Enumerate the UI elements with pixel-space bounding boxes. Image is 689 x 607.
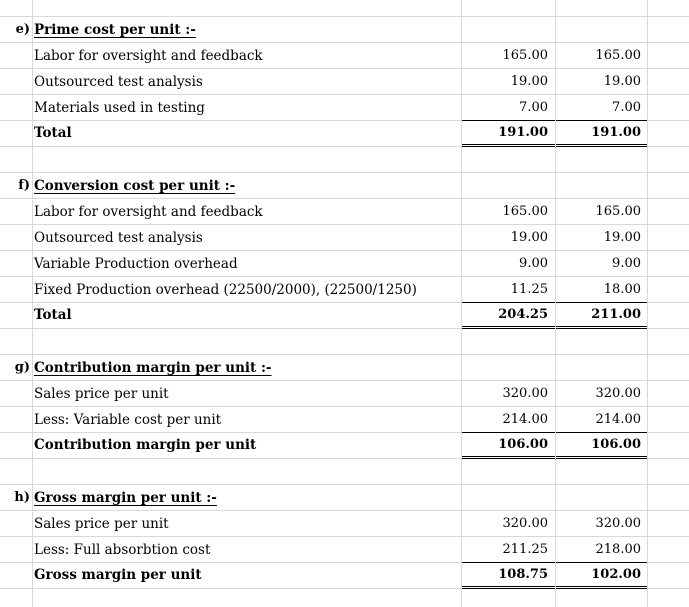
row-label: Less: Variable cost per unit (34, 412, 222, 428)
value-col-1: 165.00 (502, 48, 548, 63)
row-label: Sales price per unit (34, 386, 169, 402)
value-col-1: 211.25 (502, 542, 548, 557)
value-col-2: 19.00 (603, 74, 641, 89)
value-col-1: 165.00 (502, 204, 548, 219)
value-col-2: 19.00 (603, 230, 641, 245)
section-e-heading-row (0, 17, 689, 43)
total-label: Total (34, 307, 72, 323)
total-value-col-1: 106.00 (498, 437, 548, 452)
value-col-2: 214.00 (595, 412, 641, 427)
row-label: Labor for oversight and feedback (34, 48, 263, 64)
total-value-col-1: 191.00 (498, 125, 548, 140)
total-row (0, 302, 689, 328)
double-underline (462, 586, 555, 589)
total-value-col-1: 204.25 (498, 307, 548, 322)
section-heading: Contribution margin per unit :- (34, 360, 272, 376)
total-value-col-2: 191.00 (591, 125, 641, 140)
value-col-1: 7.00 (519, 100, 548, 115)
section-h-heading-row (0, 485, 689, 511)
table-row (0, 43, 689, 69)
table-row (0, 69, 689, 95)
row-label: Variable Production overhead (34, 256, 238, 272)
table-row (0, 225, 689, 251)
section-letter: e) (15, 22, 30, 37)
value-col-1: 11.25 (510, 282, 548, 297)
total-label: Contribution margin per unit (34, 437, 257, 453)
table-row (0, 277, 689, 303)
table-row (0, 407, 689, 433)
row-label: Sales price per unit (34, 516, 169, 532)
value-col-2: 320.00 (595, 386, 641, 401)
value-col-2: 18.00 (603, 282, 641, 297)
table-row (0, 511, 689, 537)
section-heading: Conversion cost per unit :- (34, 178, 236, 194)
value-col-2: 165.00 (595, 48, 641, 63)
row-label: Less: Full absorbtion cost (34, 542, 211, 558)
row-label: Outsourced test analysis (34, 230, 203, 246)
value-col-2: 218.00 (595, 542, 641, 557)
section-letter: f) (18, 178, 30, 193)
value-col-2: 7.00 (612, 100, 641, 115)
value-col-1: 19.00 (510, 230, 548, 245)
section-heading: Prime cost per unit :- (34, 22, 196, 38)
section-heading: Gross margin per unit :- (34, 490, 217, 506)
value-col-1: 9.00 (519, 256, 548, 271)
row-label: Labor for oversight and feedback (34, 204, 263, 220)
double-underline (462, 326, 555, 329)
table-row (0, 199, 689, 225)
table-row (0, 537, 689, 563)
section-f-heading-row (0, 173, 689, 199)
total-value-col-2: 211.00 (591, 307, 641, 322)
section-g-heading-row (0, 355, 689, 381)
row-label: Fixed Production overhead (22500/2000), (22500/1250) (34, 282, 417, 298)
value-col-1: 320.00 (502, 516, 548, 531)
double-underline (556, 456, 647, 459)
double-underline (556, 144, 647, 147)
total-row (0, 562, 689, 588)
total-label: Gross margin per unit (34, 567, 202, 583)
double-underline (556, 326, 647, 329)
double-underline (462, 144, 555, 147)
row-label: Materials used in testing (34, 100, 205, 116)
row-label: Outsourced test analysis (34, 74, 203, 90)
total-label: Total (34, 125, 72, 141)
table-row (0, 251, 689, 277)
double-underline (556, 586, 647, 589)
total-value-col-2: 102.00 (591, 567, 641, 582)
value-col-2: 9.00 (612, 256, 641, 271)
table-row (0, 95, 689, 121)
double-underline (462, 456, 555, 459)
value-col-1: 320.00 (502, 386, 548, 401)
section-letter: h) (14, 490, 30, 505)
total-row (0, 120, 689, 146)
table-row (0, 381, 689, 407)
value-col-1: 214.00 (502, 412, 548, 427)
total-row (0, 432, 689, 458)
value-col-1: 19.00 (510, 74, 548, 89)
value-col-2: 165.00 (595, 204, 641, 219)
total-value-col-1: 108.75 (498, 567, 548, 582)
total-value-col-2: 106.00 (591, 437, 641, 452)
value-col-2: 320.00 (595, 516, 641, 531)
section-letter: g) (14, 360, 30, 375)
